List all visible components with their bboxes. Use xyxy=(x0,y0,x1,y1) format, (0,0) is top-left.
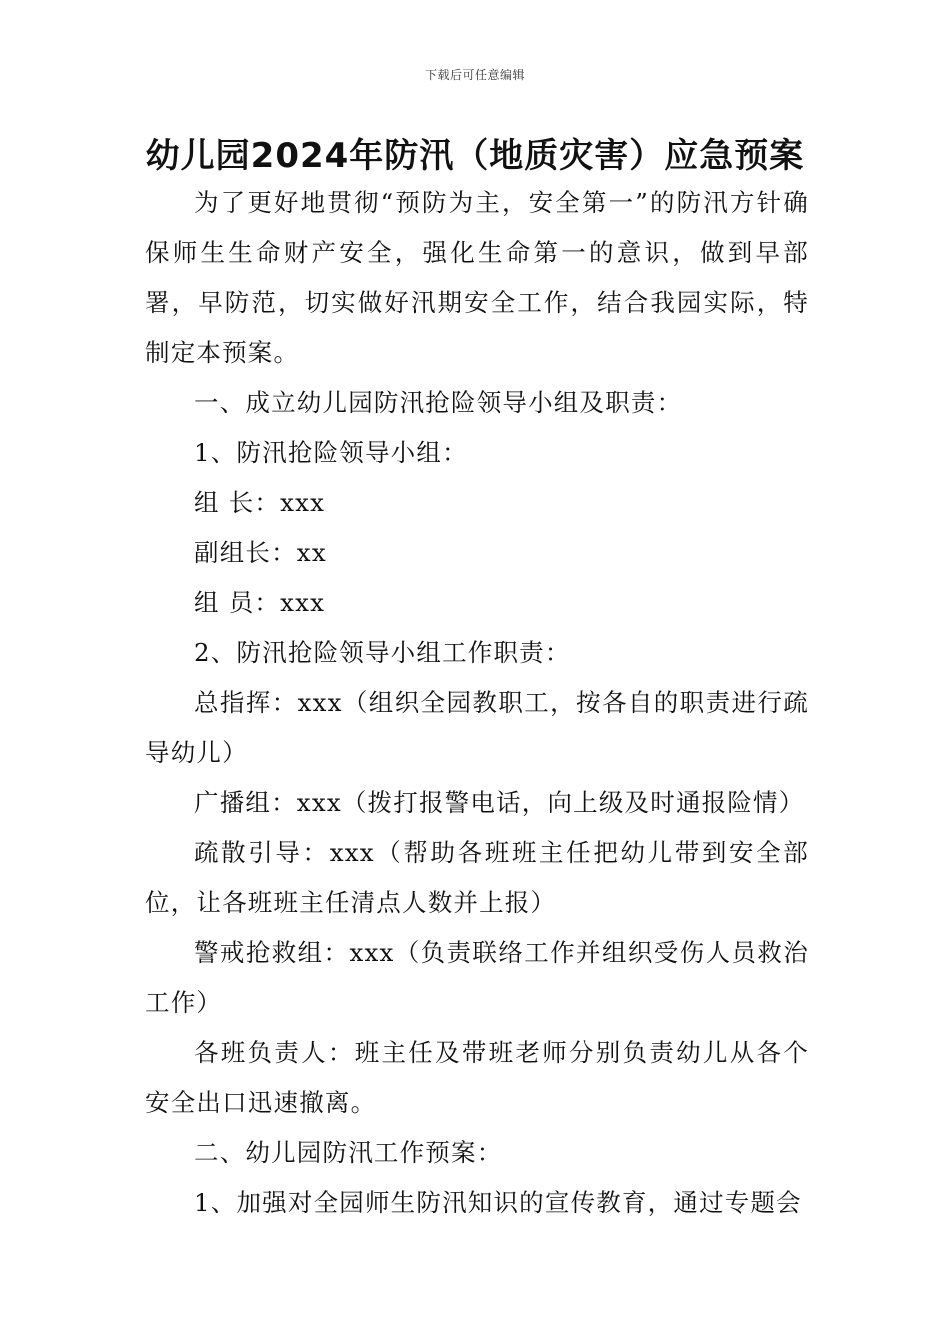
header-note: 下载后可任意编辑 xyxy=(424,68,525,82)
deputy-leader-line: 副组长：xx xyxy=(194,538,327,567)
section-heading-2: 二、幼儿园防汛工作预案： xyxy=(194,1138,503,1167)
paragraph-intro: 为了更好地贯彻“预防为主，安全第一”的防汛方针确保师生生命财产安全，强化生命第一的意识，做到早部署，早防范，切实做好汛期安全工作，结合我园实际，特制定本预案。 xyxy=(145,188,809,367)
evacuation-duty: 疏散引导：xxx（帮助各班班主任把幼儿带到安全部位，让各班班主任清点人数并上报） xyxy=(145,838,809,917)
plan-item-1: 1、加强对全园师生防汛知识的宣传教育，通过专题会 xyxy=(194,1188,802,1217)
member-line: 组 员：xxx xyxy=(194,588,326,617)
document-title: 幼儿园2024年防汛（地质灾害）应急预案 xyxy=(145,136,805,176)
class-leader-duty: 各班负责人：班主任及带班老师分别负责幼儿从各个安全出口迅速撤离。 xyxy=(145,1038,809,1117)
group-leader-line: 组 长：xxx xyxy=(194,488,326,517)
broadcast-duty: 广播组：xxx（拨打报警电话，向上级及时通报险情） xyxy=(194,788,805,817)
section-heading-1: 一、成立幼儿园防汛抢险领导小组及职责： xyxy=(194,388,683,417)
document-body xyxy=(145,178,809,1228)
subsection-heading-1: 1、防汛抢险领导小组： xyxy=(194,438,468,467)
commander-duty: 总指挥：xxx（组织全园教职工，按各自的职责进行疏导幼儿） xyxy=(145,688,809,767)
subsection-heading-2: 2、防汛抢险领导小组工作职责： xyxy=(194,638,571,667)
rescue-duty: 警戒抢救组：xxx（负责联络工作并组织受伤人员救治工作） xyxy=(145,938,809,1017)
